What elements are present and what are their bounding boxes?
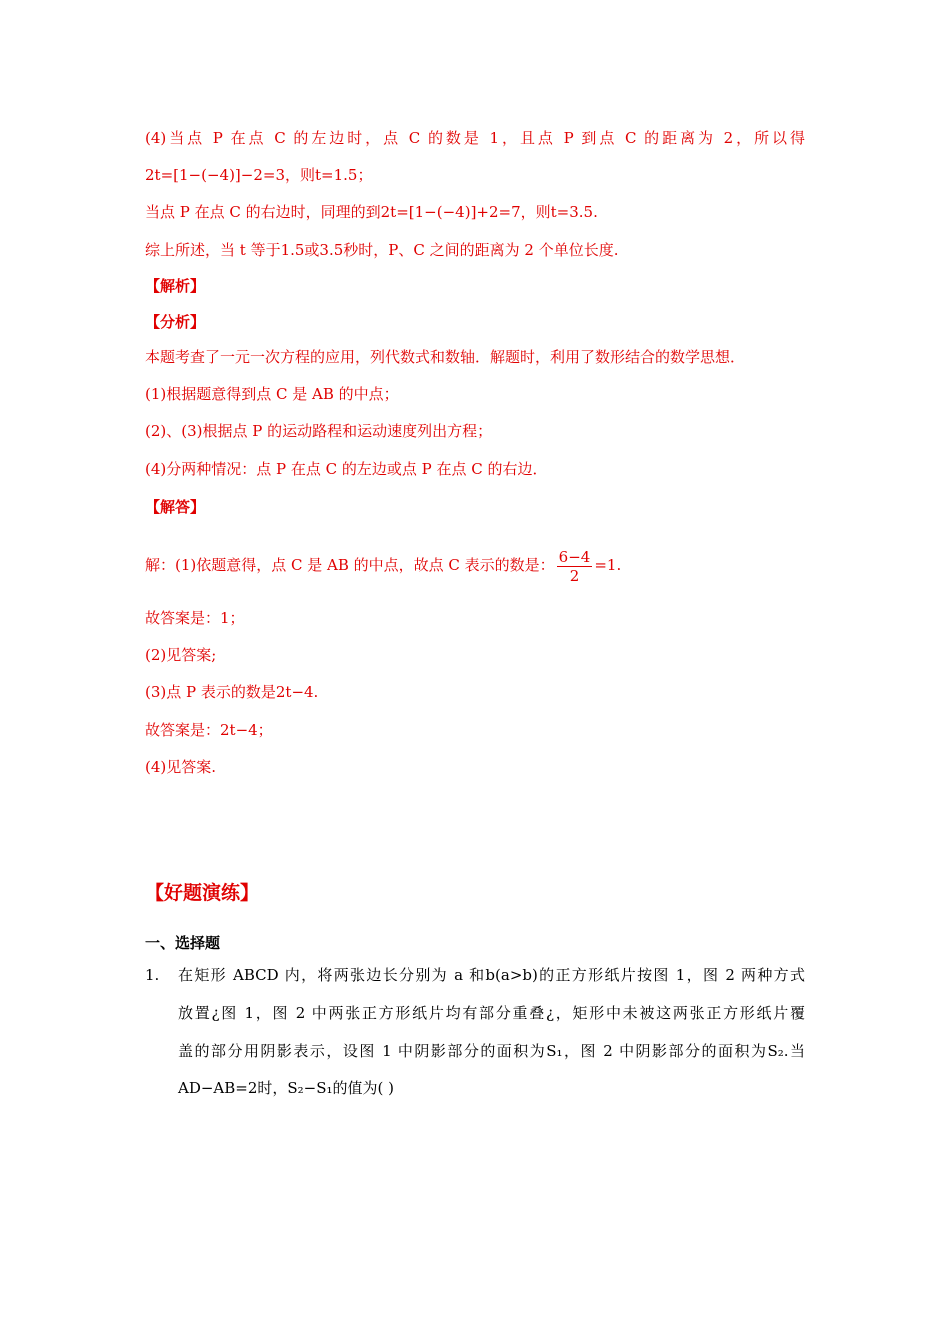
analysis-line-2: (1)根据题意得到点 C 是 AB 的中点；: [145, 385, 399, 403]
section-heading: 一、选择题: [145, 934, 221, 952]
analysis-line-1: 本题考查了一元一次方程的应用，列代数式和数轴．解题时，利用了数形结合的数学思想．: [145, 348, 746, 366]
answer-line-4: (3)点 P 表示的数是2t−4.: [145, 683, 319, 701]
question-line-3: 盖的部分用阴影表示，设图 1 中阴影部分的面积为S₁，图 2 中阴影部分的面积为S₂.当: [178, 1042, 805, 1060]
tag-jiexi: 【解析】: [145, 277, 206, 295]
analysis-line-3: (2)、(3)根据点 P 的运动路程和运动速度列出方程；: [145, 422, 493, 440]
question-line-1: 在矩形 ABCD 内，将两张边长分别为 a 和b(a>b)的正方形纸片按图 1，图 2 两种方式: [178, 966, 805, 984]
answer-line-3: (2)见答案;: [145, 646, 217, 664]
answer-line-6: (4)见答案.: [145, 758, 217, 776]
question-number: 1.: [145, 966, 160, 984]
solution-line-1: (4)当点 P 在点 C 的左边时，点 C 的数是 1，且点 P 到点 C 的距离为 2，所以得: [145, 129, 805, 147]
tag-fenxi: 【分析】: [145, 313, 206, 331]
answer-line-1-suffix: =1.: [594, 556, 622, 574]
answer-line-1: [145, 545, 621, 585]
solution-line-3: 当点 P 在点 C 的右边时，同理的到2t=[1−(−4)]+2=7，则t=3.5.: [145, 203, 598, 221]
question-line-4: AD−AB=2时，S₂−S₁的值为( ): [178, 1079, 395, 1097]
answer-line-2: 故答案是：1；: [145, 609, 245, 627]
solution-line-4: 综上所述，当 t 等于1.5或3.5秒时，P、C 之间的距离为 2 个单位长度.: [145, 241, 619, 259]
tag-jieda: 【解答】: [145, 498, 206, 516]
fraction-numerator: 6−4: [558, 547, 591, 566]
practice-title: 【好题演练】: [145, 882, 260, 904]
solution-line-2: 2t=[1−(−4)]−2=3，则t=1.5；: [145, 166, 373, 184]
fraction-denominator: 2: [569, 566, 580, 585]
question-line-2: 放置¿图 1，图 2 中两张正方形纸片均有部分重叠¿，矩形中未被这两张正方形纸片覆: [178, 1004, 805, 1022]
analysis-line-4: (4)分两种情况：点 P 在点 C 的左边或点 P 在点 C 的右边．: [145, 460, 548, 478]
answer-line-1-prefix: 解：(1)依题意得，点 C 是 AB 的中点，故点 C 表示的数是：: [145, 556, 555, 574]
fraction: [557, 548, 593, 585]
answer-line-5: 故答案是：2t−4；: [145, 721, 273, 739]
